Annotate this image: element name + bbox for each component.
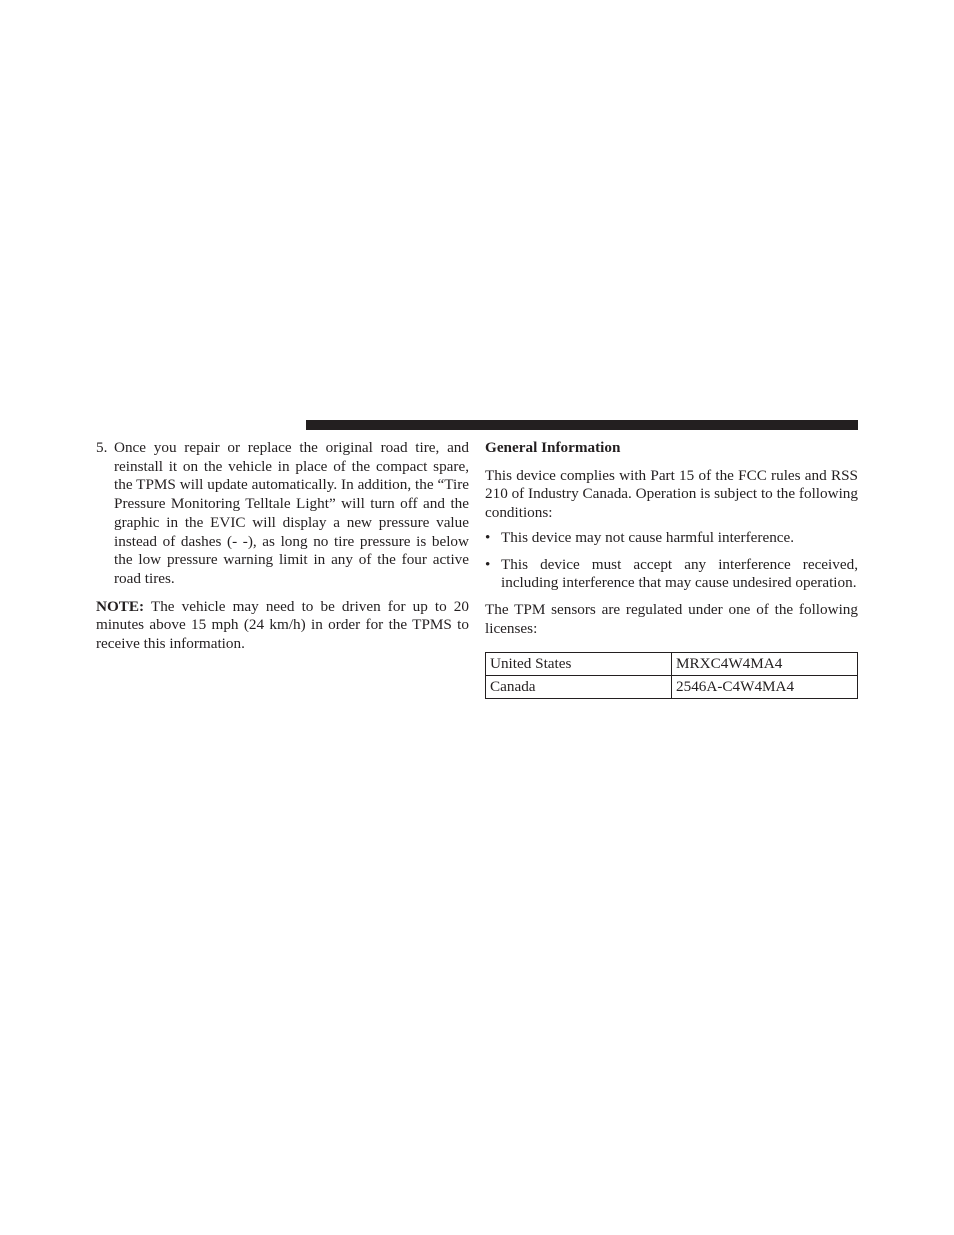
step-number: 5. [96,439,108,456]
step-item [96,439,469,589]
left-column [96,439,469,654]
licenses-table [485,652,858,699]
license-region-cell: United States [486,653,672,676]
bullet-icon: • [485,555,491,573]
list-item [485,529,858,548]
note-paragraph [96,598,469,654]
list-item [485,556,858,593]
licenses-intro: The TPM sensors are regulated under one of the following licenses: [485,600,858,637]
section-header-bar [306,420,858,430]
intro-paragraph: This device complies with Part 15 of the FCC rules and RSS 210 of Industry Canada. Operation is subject to the following conditions: [485,466,858,522]
bullet-icon: • [485,528,491,546]
list-item-text: This device must accept any interference received, including interference that may cause undesired operation. [501,555,858,592]
table-row [486,653,858,676]
license-id-cell: 2546A-C4W4MA4 [672,676,858,699]
step-text: Once you repair or replace the original road tire, and reinstall it on the vehicle in place of the compact spare, the TPMS will update automatically. In addition, the “Tire Pressure Monitoring Telltale Light” will turn off and the graphic in the EVIC will display a new pressure value instead of dashes (- -), as long no tire pressure is below the low pressure warning limit in any of the four active road tires. [114,439,469,587]
note-text: The vehicle may need to be driven for up to 20 minutes above 15 mph (24 km/h) in order for the TPMS to receive this information. [96,597,469,653]
right-column [485,439,858,699]
section-heading: General Information [485,439,621,456]
license-region-cell: Canada [486,676,672,699]
list-item-text: This device may not cause harmful interference. [501,528,795,546]
conditions-list [485,529,858,593]
note-label: NOTE: [96,597,145,615]
table-row [486,676,858,699]
license-id-cell: MRXC4W4MA4 [672,653,858,676]
